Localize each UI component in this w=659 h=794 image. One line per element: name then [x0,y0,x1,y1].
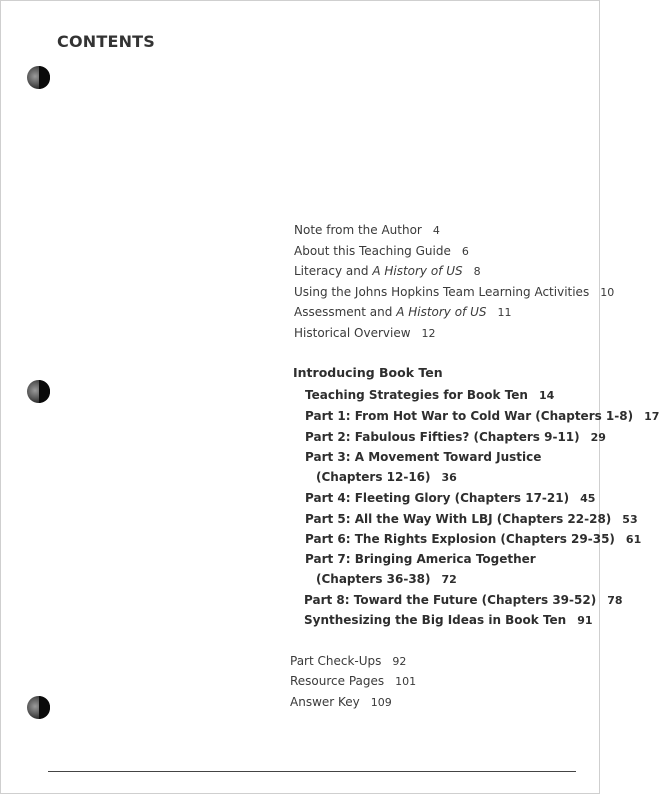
toc-entry[interactable] [294,244,469,258]
toc-entry-page: 14 [538,389,555,402]
toc-entry-label: Part 6: The Rights Explosion (Chapters 29-35) [305,532,615,546]
toc-entry-page: 61 [625,533,642,546]
toc-entry-page: 53 [622,513,638,526]
toc-entry-page: 101 [395,675,417,688]
toc-entry-continued[interactable] [316,572,457,586]
toc-entry[interactable] [305,552,536,566]
toc-entry[interactable] [290,695,392,709]
toc-entry-page: 92 [392,655,407,668]
toc-entry-page: 4 [432,224,440,237]
toc-entry-label: Part 7: Bringing America Together [305,552,536,566]
footer-rule [48,771,576,772]
toc-entry-label: Part 1: From Hot War to Cold War (Chapters 1-8) [305,409,634,423]
page-title: CONTENTS [57,32,156,51]
toc-entry-label: (Chapters 12-16) [316,470,431,484]
binder-hole-icon [27,380,50,403]
toc-entry-label: Historical Overview [294,326,411,340]
toc-entry-label: Resource Pages [290,674,385,688]
toc-entry[interactable] [305,450,541,464]
toc-entry-page: 45 [580,492,596,505]
toc-entry-page: 36 [441,471,457,484]
toc-entry[interactable] [305,430,606,444]
binder-hole-icon [27,66,50,89]
toc-entry-page: 72 [441,573,457,586]
toc-entry[interactable] [290,654,406,668]
toc-entry[interactable] [294,305,512,319]
toc-entry[interactable] [294,285,614,299]
toc-entry-label-italic: A History of US [396,305,487,319]
toc-entry[interactable] [290,674,416,688]
toc-entry-label: Literacy and [294,264,373,278]
toc-entry-page: 11 [497,306,512,319]
toc-entry[interactable] [294,326,436,340]
toc-entry[interactable] [294,264,481,278]
toc-entry-label: Assessment and [294,305,397,319]
toc-entry[interactable] [294,223,440,237]
section-heading: Introducing Book Ten [293,365,443,380]
toc-entry-page: 109 [370,696,392,709]
toc-entry-label: Part Check-Ups [290,654,382,668]
toc-entry-label: Answer Key [290,695,360,709]
binder-hole-icon [27,696,50,719]
toc-entry-label: Note from the Author [294,223,422,237]
toc-entry[interactable] [305,409,659,423]
toc-entry-label: Part 8: Toward the Future (Chapters 39-52) [304,593,597,607]
toc-entry[interactable] [305,491,595,505]
toc-entry-label: Using the Johns Hopkins Team Learning Activities [294,285,590,299]
toc-entry-label: Part 2: Fabulous Fifties? (Chapters 9-11) [305,430,580,444]
toc-entry-label-italic: A History of US [372,264,463,278]
toc-entry-label: Part 4: Fleeting Glory (Chapters 17-21) [305,491,570,505]
toc-entry-page: 29 [590,431,606,444]
toc-entry-page: 8 [473,265,481,278]
toc-entry-page: 78 [607,594,623,607]
toc-entry[interactable] [304,593,623,607]
toc-entry[interactable] [305,512,638,526]
toc-entry-page: 91 [577,614,593,627]
toc-entry-label: Teaching Strategies for Book Ten [305,388,528,402]
toc-entry-label: (Chapters 36-38) [316,572,431,586]
toc-entry-page: 12 [421,327,436,340]
toc-entry-label: Part 5: All the Way With LBJ (Chapters 22-28) [305,512,612,526]
toc-entry[interactable] [305,388,554,402]
toc-entry-continued[interactable] [316,470,457,484]
toc-entry[interactable] [304,613,593,627]
toc-entry[interactable] [305,532,641,546]
toc-entry-page: 17 [644,410,659,423]
toc-entry-label: About this Teaching Guide [294,244,451,258]
toc-entry-page: 6 [461,245,469,258]
toc-entry-page: 10 [600,286,615,299]
toc-entry-label: Part 3: A Movement Toward Justice [305,450,542,464]
toc-entry-label: Synthesizing the Big Ideas in Book Ten [304,613,567,627]
